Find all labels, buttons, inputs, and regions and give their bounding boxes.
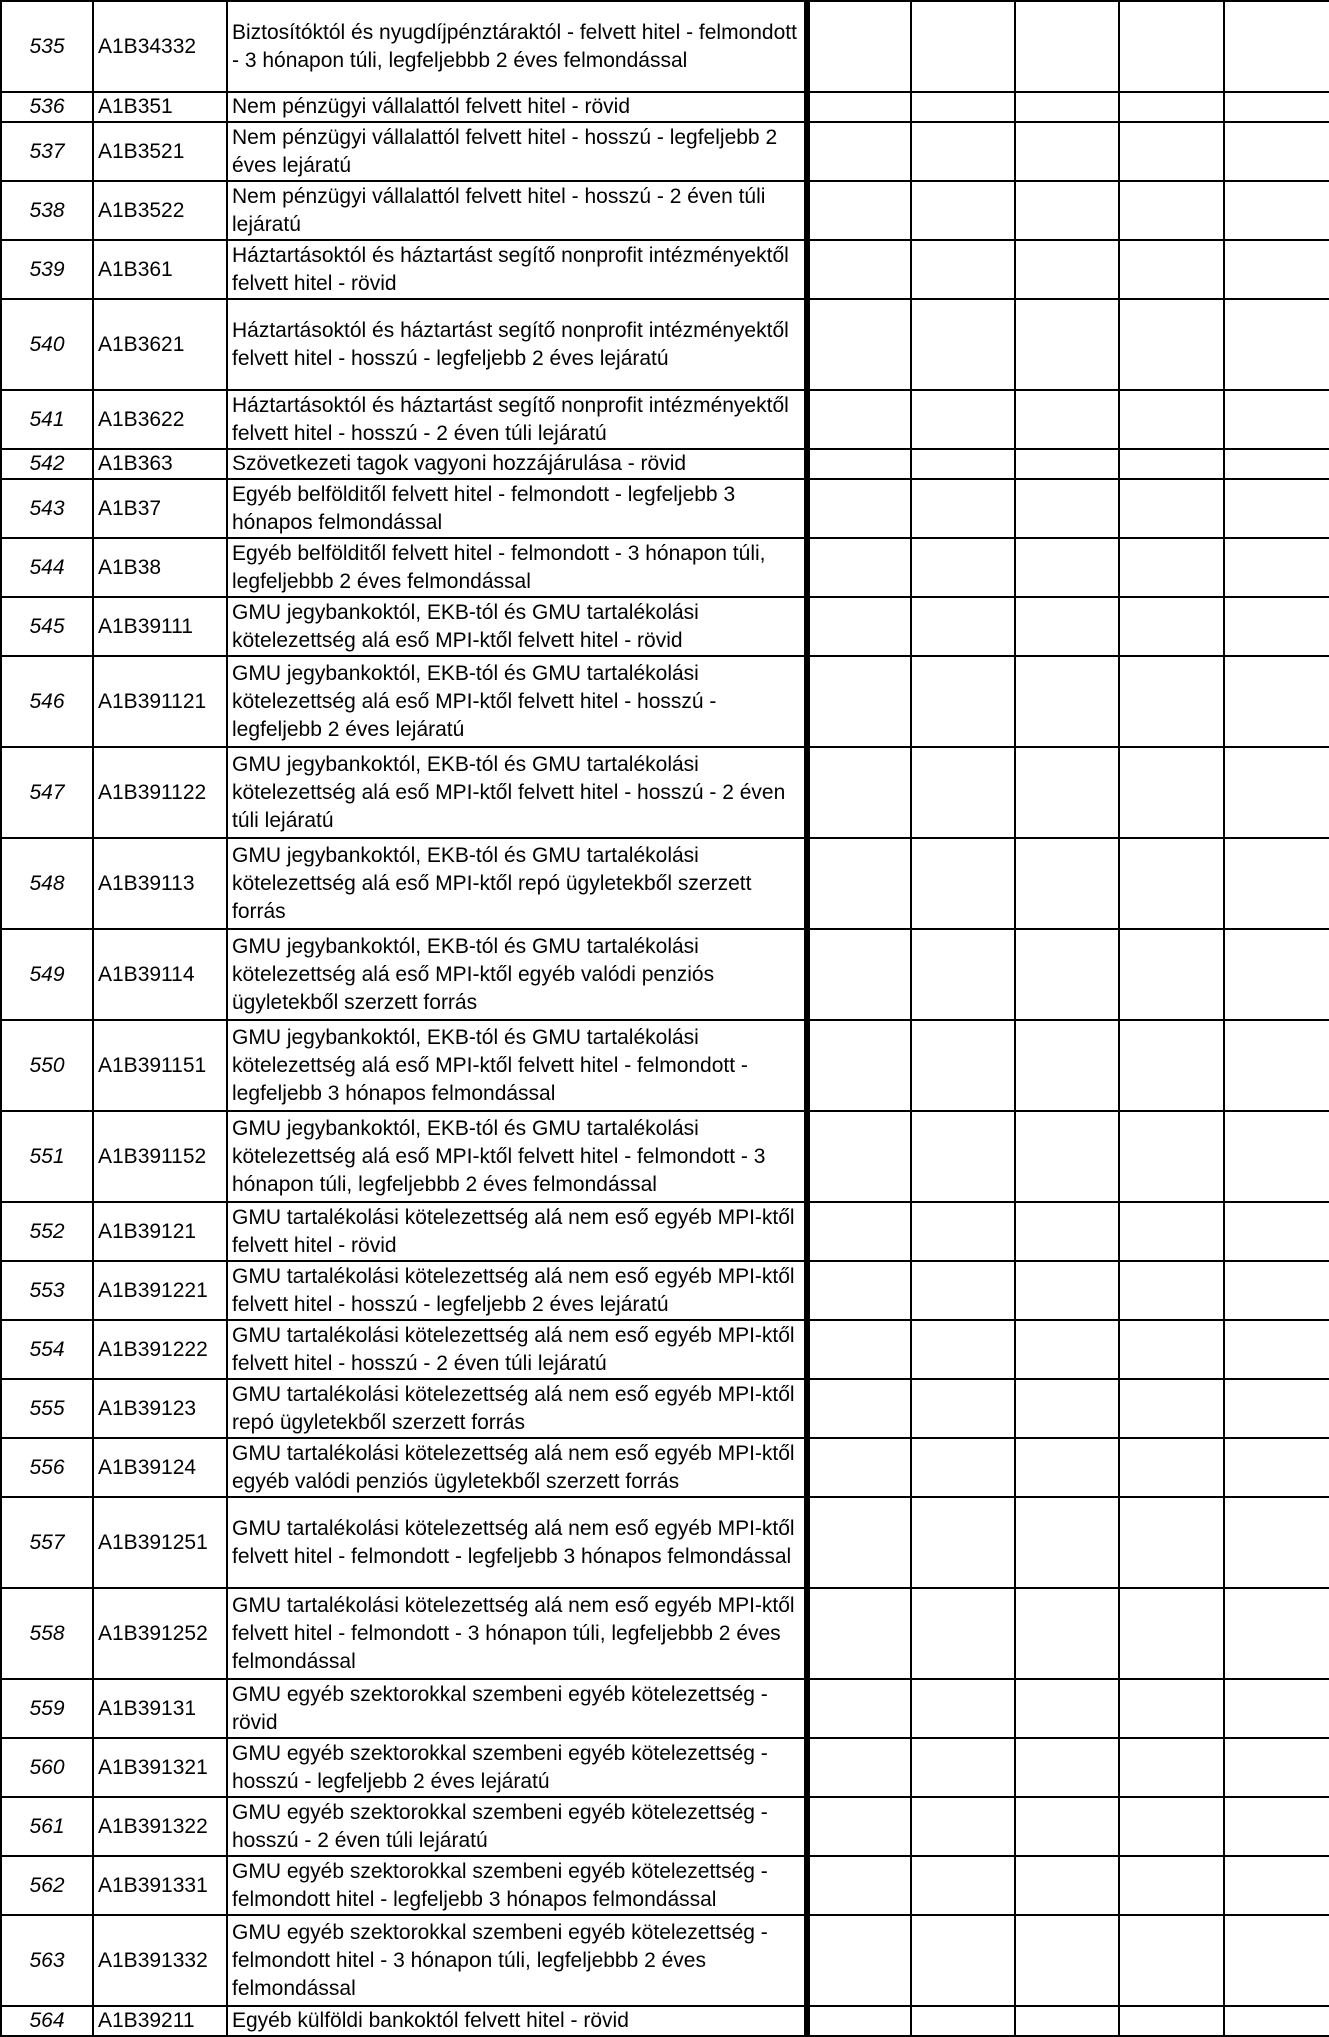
value-cell [911, 1111, 1015, 1202]
row-code: A1B391121 [93, 656, 227, 747]
value-cell [911, 747, 1015, 838]
value-cell [1224, 181, 1329, 240]
value-cell [911, 1, 1015, 92]
value-cell [1119, 838, 1224, 929]
row-description: GMU tartalékolási kötelezettség alá nem eső egyéb MPI-ktől egyéb valódi penziós ügyletekből szerzett forrás [227, 1438, 807, 1497]
row-number: 551 [1, 1111, 93, 1202]
value-cell [1015, 929, 1119, 1020]
value-cell [1224, 1111, 1329, 1202]
value-cell [1015, 1202, 1119, 1261]
row-number: 545 [1, 597, 93, 656]
value-cell [807, 1588, 911, 1679]
value-cell [911, 1202, 1015, 1261]
row-code: A1B391332 [93, 1915, 227, 2006]
value-cell [1119, 1438, 1224, 1497]
table-row [1, 747, 1329, 838]
row-number: 539 [1, 240, 93, 299]
value-cell [807, 1738, 911, 1797]
value-cell [1119, 2006, 1224, 2036]
table-row [1, 1738, 1329, 1797]
row-number: 536 [1, 92, 93, 122]
value-cell [807, 181, 911, 240]
value-cell [807, 449, 911, 479]
value-cell [1119, 929, 1224, 1020]
value-cell [1119, 479, 1224, 538]
row-number: 553 [1, 1261, 93, 1320]
row-description: GMU tartalékolási kötelezettség alá nem eső egyéb MPI-ktől felvett hitel - felmondott - legfeljebb 3 hónapos felmondással [227, 1497, 807, 1588]
value-cell [1015, 1915, 1119, 2006]
value-cell [1224, 390, 1329, 449]
value-cell [807, 597, 911, 656]
value-cell [1119, 1320, 1224, 1379]
value-cell [1224, 1020, 1329, 1111]
value-cell [807, 479, 911, 538]
value-cell [1015, 1738, 1119, 1797]
row-code: A1B39124 [93, 1438, 227, 1497]
value-cell [1224, 747, 1329, 838]
value-cell [1224, 1738, 1329, 1797]
row-description: GMU egyéb szektorokkal szembeni egyéb kötelezettség - hosszú - 2 éven túli lejáratú [227, 1797, 807, 1856]
value-cell [1015, 390, 1119, 449]
row-description: Háztartásoktól és háztartást segítő nonprofit intézményektől felvett hitel - hosszú - legfeljebb 2 éves lejáratú [227, 299, 807, 390]
value-cell [807, 929, 911, 1020]
row-description: Egyéb belfölditől felvett hitel - felmondott - legfeljebb 3 hónapos felmondással [227, 479, 807, 538]
value-cell [1015, 92, 1119, 122]
value-cell [1119, 1797, 1224, 1856]
row-number: 558 [1, 1588, 93, 1679]
table-row [1, 1438, 1329, 1497]
value-cell [1119, 1202, 1224, 1261]
value-cell [911, 1497, 1015, 1588]
value-cell [807, 1797, 911, 1856]
value-cell [1015, 1261, 1119, 1320]
value-cell [911, 597, 1015, 656]
row-number: 563 [1, 1915, 93, 2006]
row-code: A1B38 [93, 538, 227, 597]
row-code: A1B391152 [93, 1111, 227, 1202]
value-cell [911, 390, 1015, 449]
value-cell [807, 1915, 911, 2006]
value-cell [1015, 2006, 1119, 2036]
row-description: GMU egyéb szektorokkal szembeni egyéb kötelezettség - felmondott hitel - 3 hónapon túli, legfeljebbb 2 éves felmondással [227, 1915, 807, 2006]
value-cell [1224, 1320, 1329, 1379]
value-cell [1015, 449, 1119, 479]
value-cell [1119, 390, 1224, 449]
value-cell [911, 240, 1015, 299]
value-cell [1119, 299, 1224, 390]
value-cell [911, 1261, 1015, 1320]
table-row [1, 1111, 1329, 1202]
row-code: A1B39113 [93, 838, 227, 929]
row-number: 564 [1, 2006, 93, 2036]
value-cell [807, 1497, 911, 1588]
value-cell [807, 538, 911, 597]
value-cell [1224, 1797, 1329, 1856]
row-number: 561 [1, 1797, 93, 1856]
value-cell [911, 2006, 1015, 2036]
value-cell [1015, 747, 1119, 838]
row-description: GMU tartalékolási kötelezettség alá nem eső egyéb MPI-ktől felvett hitel - hosszú - 2 éven túli lejáratú [227, 1320, 807, 1379]
row-code: A1B3622 [93, 390, 227, 449]
row-description: GMU tartalékolási kötelezettség alá nem eső egyéb MPI-ktől felvett hitel - rövid [227, 1202, 807, 1261]
row-description: Nem pénzügyi vállalattól felvett hitel - hosszú - legfeljebb 2 éves lejáratú [227, 122, 807, 181]
value-cell [911, 122, 1015, 181]
table-row [1, 479, 1329, 538]
row-code: A1B39114 [93, 929, 227, 1020]
table-row [1, 1, 1329, 92]
row-code: A1B39123 [93, 1379, 227, 1438]
value-cell [807, 1438, 911, 1497]
value-cell [1119, 181, 1224, 240]
value-cell [807, 122, 911, 181]
table-row [1, 1679, 1329, 1738]
row-code: A1B391321 [93, 1738, 227, 1797]
row-number: 543 [1, 479, 93, 538]
value-cell [1119, 1856, 1224, 1915]
row-number: 544 [1, 538, 93, 597]
value-cell [1015, 122, 1119, 181]
row-description: GMU jegybankoktól, EKB-tól és GMU tartalékolási kötelezettség alá eső MPI-ktől felvett hitel - hosszú - legfeljebb 2 éves lejáratú [227, 656, 807, 747]
row-description: GMU jegybankoktól, EKB-tól és GMU tartalékolási kötelezettség alá eső MPI-ktől felvett hitel - rövid [227, 597, 807, 656]
table-row [1, 1202, 1329, 1261]
value-cell [1015, 1379, 1119, 1438]
row-description: Szövetkezeti tagok vagyoni hozzájárulása - rövid [227, 449, 807, 479]
row-code: A1B3521 [93, 122, 227, 181]
table-row [1, 1497, 1329, 1588]
row-code: A1B39111 [93, 597, 227, 656]
value-cell [807, 1111, 911, 1202]
value-cell [1119, 1261, 1224, 1320]
value-cell [1119, 1497, 1224, 1588]
row-number: 538 [1, 181, 93, 240]
value-cell [911, 299, 1015, 390]
value-cell [1119, 122, 1224, 181]
value-cell [1015, 656, 1119, 747]
value-cell [1224, 1915, 1329, 2006]
row-code: A1B391252 [93, 1588, 227, 1679]
row-description: GMU tartalékolási kötelezettség alá nem eső egyéb MPI-ktől felvett hitel - felmondott - 3 hónapon túli, legfeljebbb 2 éves felmondással [227, 1588, 807, 1679]
value-cell [1224, 929, 1329, 1020]
row-code: A1B391331 [93, 1856, 227, 1915]
row-code: A1B39131 [93, 1679, 227, 1738]
value-cell [1015, 1320, 1119, 1379]
value-cell [1224, 1202, 1329, 1261]
value-cell [807, 2006, 911, 2036]
row-code: A1B3621 [93, 299, 227, 390]
value-cell [1224, 1, 1329, 92]
value-cell [1015, 1797, 1119, 1856]
value-cell [911, 1379, 1015, 1438]
row-number: 546 [1, 656, 93, 747]
value-cell [1224, 1497, 1329, 1588]
value-cell [911, 1320, 1015, 1379]
value-cell [1224, 122, 1329, 181]
row-number: 555 [1, 1379, 93, 1438]
value-cell [807, 1856, 911, 1915]
row-description: GMU jegybankoktól, EKB-tól és GMU tartalékolási kötelezettség alá eső MPI-ktől repó ügyletekből szerzett forrás [227, 838, 807, 929]
value-cell [911, 449, 1015, 479]
row-description: GMU jegybankoktól, EKB-tól és GMU tartalékolási kötelezettség alá eső MPI-ktől felvett hitel - felmondott - legfeljebb 3 hónapos felmondással [227, 1020, 807, 1111]
row-description: GMU jegybankoktól, EKB-tól és GMU tartalékolási kötelezettség alá eső MPI-ktől felvett hitel - felmondott - 3 hónapon túli, legfeljebbb 2 éves felmondással [227, 1111, 807, 1202]
value-cell [1119, 1588, 1224, 1679]
value-cell [1015, 1, 1119, 92]
row-description: Háztartásoktól és háztartást segítő nonprofit intézményektől felvett hitel - rövid [227, 240, 807, 299]
table-row [1, 1856, 1329, 1915]
value-cell [1224, 656, 1329, 747]
row-number: 554 [1, 1320, 93, 1379]
value-cell [911, 838, 1015, 929]
value-cell [1224, 299, 1329, 390]
row-code: A1B391151 [93, 1020, 227, 1111]
value-cell [1015, 838, 1119, 929]
table-row [1, 299, 1329, 390]
row-code: A1B391322 [93, 1797, 227, 1856]
row-description: Háztartásoktól és háztartást segítő nonprofit intézményektől felvett hitel - hosszú - 2 éven túli lejáratú [227, 390, 807, 449]
value-cell [1224, 1379, 1329, 1438]
row-code: A1B39211 [93, 2006, 227, 2036]
row-code: A1B351 [93, 92, 227, 122]
value-cell [1224, 1261, 1329, 1320]
value-cell [1224, 838, 1329, 929]
value-cell [1015, 299, 1119, 390]
value-cell [807, 1679, 911, 1738]
value-cell [1015, 1588, 1119, 1679]
table-row [1, 1320, 1329, 1379]
value-cell [1119, 1111, 1224, 1202]
value-cell [1015, 1856, 1119, 1915]
value-cell [911, 538, 1015, 597]
table-row [1, 181, 1329, 240]
row-number: 542 [1, 449, 93, 479]
value-cell [1224, 92, 1329, 122]
row-description: GMU egyéb szektorokkal szembeni egyéb kötelezettség - hosszú - legfeljebb 2 éves lejáratú [227, 1738, 807, 1797]
value-cell [1224, 449, 1329, 479]
ledger-body [1, 1, 1329, 2036]
value-cell [807, 1020, 911, 1111]
value-cell [911, 181, 1015, 240]
table-row [1, 1261, 1329, 1320]
value-cell [1015, 1679, 1119, 1738]
row-number: 559 [1, 1679, 93, 1738]
value-cell [1224, 479, 1329, 538]
row-code: A1B39121 [93, 1202, 227, 1261]
value-cell [911, 1797, 1015, 1856]
value-cell [1119, 1679, 1224, 1738]
row-code: A1B391122 [93, 747, 227, 838]
value-cell [1015, 1020, 1119, 1111]
row-number: 535 [1, 1, 93, 92]
row-description: GMU tartalékolási kötelezettség alá nem eső egyéb MPI-ktől felvett hitel - hosszú - legfeljebb 2 éves lejáratú [227, 1261, 807, 1320]
row-description: Egyéb külföldi bankoktól felvett hitel - rövid [227, 2006, 807, 2036]
row-code: A1B391251 [93, 1497, 227, 1588]
value-cell [1119, 1, 1224, 92]
row-description: GMU jegybankoktól, EKB-tól és GMU tartalékolási kötelezettség alá eső MPI-ktől egyéb valódi penziós ügyletekből szerzett forrás [227, 929, 807, 1020]
value-cell [807, 390, 911, 449]
value-cell [1224, 2006, 1329, 2036]
value-cell [1224, 1438, 1329, 1497]
table-row [1, 449, 1329, 479]
value-cell [1015, 597, 1119, 656]
value-cell [911, 656, 1015, 747]
value-cell [807, 1261, 911, 1320]
value-cell [1119, 1020, 1224, 1111]
value-cell [911, 1020, 1015, 1111]
value-cell [807, 240, 911, 299]
value-cell [1224, 597, 1329, 656]
row-number: 537 [1, 122, 93, 181]
row-code: A1B363 [93, 449, 227, 479]
value-cell [807, 747, 911, 838]
table-row [1, 1588, 1329, 1679]
row-code: A1B34332 [93, 1, 227, 92]
row-description: GMU jegybankoktól, EKB-tól és GMU tartalékolási kötelezettség alá eső MPI-ktől felvett hitel - hosszú - 2 éven túli lejáratú [227, 747, 807, 838]
value-cell [1224, 1856, 1329, 1915]
value-cell [1015, 181, 1119, 240]
table-row [1, 838, 1329, 929]
value-cell [1224, 240, 1329, 299]
value-cell [1119, 656, 1224, 747]
row-number: 540 [1, 299, 93, 390]
row-description: GMU tartalékolási kötelezettség alá nem eső egyéb MPI-ktől repó ügyletekből szerzett forrás [227, 1379, 807, 1438]
value-cell [911, 1588, 1015, 1679]
value-cell [1015, 240, 1119, 299]
table-row [1, 2006, 1329, 2036]
row-number: 548 [1, 838, 93, 929]
row-code: A1B3522 [93, 181, 227, 240]
value-cell [1119, 449, 1224, 479]
value-cell [1119, 538, 1224, 597]
value-cell [1224, 538, 1329, 597]
value-cell [807, 1, 911, 92]
table-row [1, 1020, 1329, 1111]
value-cell [911, 1679, 1015, 1738]
value-cell [807, 299, 911, 390]
value-cell [911, 1738, 1015, 1797]
value-cell [807, 1379, 911, 1438]
value-cell [1015, 1438, 1119, 1497]
row-number: 550 [1, 1020, 93, 1111]
table-row [1, 929, 1329, 1020]
row-number: 547 [1, 747, 93, 838]
row-description: Biztosítóktól és nyugdíjpénztáraktól - felvett hitel - felmondott - 3 hónapon túli, legfeljebbb 2 éves felmondással [227, 1, 807, 92]
table-row [1, 597, 1329, 656]
table-row [1, 92, 1329, 122]
table-row [1, 1797, 1329, 1856]
row-code: A1B391222 [93, 1320, 227, 1379]
value-cell [1224, 1679, 1329, 1738]
value-cell [1119, 1738, 1224, 1797]
row-number: 562 [1, 1856, 93, 1915]
table-row [1, 656, 1329, 747]
row-number: 541 [1, 390, 93, 449]
value-cell [911, 1856, 1015, 1915]
value-cell [1119, 1915, 1224, 2006]
value-cell [807, 92, 911, 122]
value-cell [1015, 479, 1119, 538]
row-number: 557 [1, 1497, 93, 1588]
value-cell [1119, 597, 1224, 656]
value-cell [807, 1320, 911, 1379]
value-cell [1119, 92, 1224, 122]
row-number: 556 [1, 1438, 93, 1497]
table-row [1, 538, 1329, 597]
value-cell [807, 838, 911, 929]
value-cell [911, 1915, 1015, 2006]
row-code: A1B361 [93, 240, 227, 299]
table-row [1, 1915, 1329, 2006]
table-row [1, 122, 1329, 181]
table-row [1, 390, 1329, 449]
value-cell [1015, 538, 1119, 597]
value-cell [1224, 1588, 1329, 1679]
value-cell [1119, 747, 1224, 838]
value-cell [911, 929, 1015, 1020]
table-row [1, 1379, 1329, 1438]
row-description: Egyéb belfölditől felvett hitel - felmondott - 3 hónapon túli, legfeljebbb 2 éves felmondással [227, 538, 807, 597]
value-cell [1119, 1379, 1224, 1438]
value-cell [911, 92, 1015, 122]
row-description: Nem pénzügyi vállalattól felvett hitel - rövid [227, 92, 807, 122]
value-cell [807, 656, 911, 747]
value-cell [807, 1202, 911, 1261]
value-cell [1119, 240, 1224, 299]
value-cell [911, 479, 1015, 538]
row-number: 549 [1, 929, 93, 1020]
row-description: Nem pénzügyi vállalattól felvett hitel - hosszú - 2 éven túli lejáratú [227, 181, 807, 240]
row-description: GMU egyéb szektorokkal szembeni egyéb kötelezettség - felmondott hitel - legfeljebb 3 hónapos felmondással [227, 1856, 807, 1915]
row-code: A1B37 [93, 479, 227, 538]
row-code: A1B391221 [93, 1261, 227, 1320]
value-cell [911, 1438, 1015, 1497]
row-description: GMU egyéb szektorokkal szembeni egyéb kötelezettség - rövid [227, 1679, 807, 1738]
row-number: 560 [1, 1738, 93, 1797]
row-number: 552 [1, 1202, 93, 1261]
table-row [1, 240, 1329, 299]
value-cell [1015, 1111, 1119, 1202]
value-cell [1015, 1497, 1119, 1588]
